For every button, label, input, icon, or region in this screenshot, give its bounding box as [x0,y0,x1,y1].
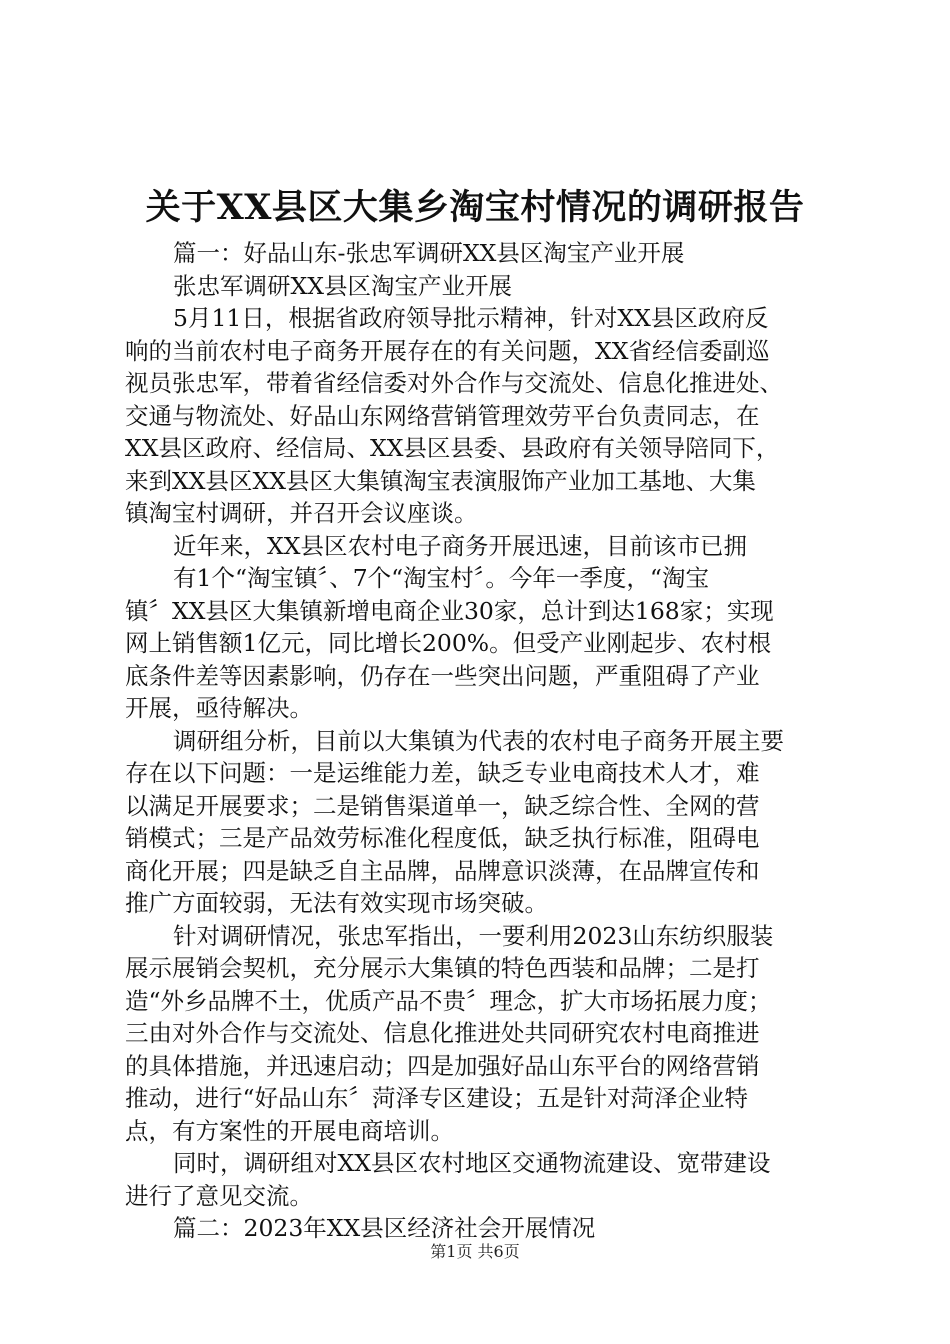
text-line: 进行了意见交流。 [125,1181,313,1210]
text-line: 调研组分析，目前以大集镇为代表的农村电子商务开展主要 [173,726,784,755]
text-line: 视员张忠军，带着省经信委对外合作与交流处、信息化推进处、 [125,369,783,397]
text-line: 镇淘宝村调研，并召开会议座谈。 [125,499,478,527]
text-line: 交通与物流处、好品山东网络营销管理效劳平台负责同志，在 [125,401,760,430]
text-line: 针对调研情况，张忠军指出，一要利用2023山东纺织服装 [173,921,774,950]
text-line: 来到XX县区XX县区大集镇淘宝表演服饰产业加工基地、大集 [125,466,756,495]
text-line: 三由对外合作与交流处、信息化推进处共同研究农村电商推进 [125,1019,760,1047]
text-line: 5月11日，根据省政府领导批示精神，针对XX县区政府反 [173,304,769,332]
text-line: XX县区政府、经信局、XX县区县委、县政府有关领导陪同下， [125,434,780,462]
text-line: 开展，亟待解决。 [125,694,313,722]
text-line: 点，有方案性的开展电商培训。 [125,1116,454,1145]
page-footer: 第1页 共6页 [430,1242,520,1261]
text-line: 底条件差等因素影响，仍存在一些突出问题，严重阻碍了产业 [125,661,760,690]
text-line: 展示展销会契机，充分展示大集镇的特色西装和品牌；二是打 [125,954,760,982]
text-line: 网上销售额1亿元，同比增长200%。但受产业刚起步、农村根 [125,629,772,657]
text-line: 存在以下问题：一是运维能力差，缺乏专业电商技术人才，难 [125,759,760,787]
text-line: 近年来，XX县区农村电子商务开展迅速，目前该市已拥 [173,531,747,560]
text-line: 商化开展；四是缺乏自主品牌，品牌意识淡薄，在品牌宣传和 [125,856,760,885]
document-title: 关于XX县区大集乡淘宝村情况的调研报告 [145,187,805,228]
text-line: 的具体措施，并迅速启动；四是加强好品山东平台的网络营销 [125,1051,760,1080]
text-line: 推动，进行“好品山东〞菏泽专区建设；五是针对菏泽企业特 [125,1084,749,1112]
text-line: 同时，调研组对XX县区农村地区交通物流建设、宽带建设 [173,1149,771,1177]
text-line: 响的当前农村电子商务开展存在的有关问题，XX省经信委副巡 [125,336,770,365]
text-line: 篇二：2023年XX县区经济社会开展情况 [173,1214,596,1242]
text-line: 有1个“淘宝镇〞、7个“淘宝村〞。今年一季度，“淘宝 [173,564,709,592]
text-line: 造“外乡品牌不土，优质产品不贵〞理念，扩大市场拓展力度； [125,986,772,1015]
text-line: 镇〞XX县区大集镇新增电商企业30家，总计到达168家；实现 [125,596,774,625]
text-line: 张忠军调研XX县区淘宝产业开展 [173,271,512,300]
text-line: 篇一：好品山东-张忠军调研XX县区淘宝产业开展 [173,239,685,267]
text-line: 销模式；三是产品效劳标准化程度低，缺乏执行标准，阻碍电 [125,824,760,852]
document-body [125,237,835,1245]
text-line: 以满足开展要求；二是销售渠道单一，缺乏综合性、全网的营 [125,791,760,820]
text-line: 推广方面较弱，无法有效实现市场突破。 [125,889,548,917]
